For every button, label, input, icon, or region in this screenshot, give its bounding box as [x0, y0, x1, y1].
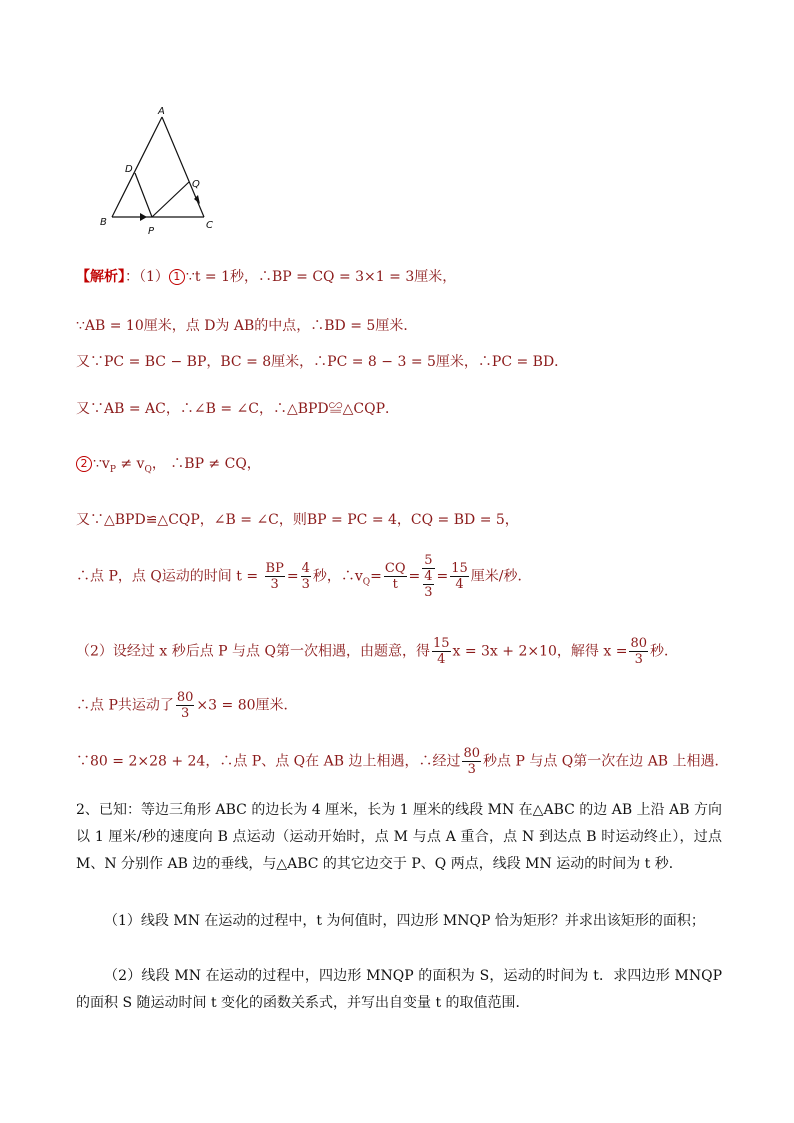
label-d: D	[125, 164, 133, 175]
fraction	[384, 561, 407, 592]
compound-fraction	[422, 553, 434, 600]
text: ∴点 P，点 Q运动的时间 t =	[76, 568, 259, 585]
fraction	[462, 746, 481, 777]
text: x = 3x + 2×10，解得 x =	[452, 643, 628, 660]
solution-line-3: 又∵PC = BC − BP，BC = 8厘米，∴PC = 8 − 3 = 5厘米，∴PC = BD．	[76, 354, 569, 370]
equals: =	[436, 568, 449, 585]
numerator: CQ	[384, 561, 406, 576]
text: 秒点 P 与点 Q第一次在边 AB 上相遇．	[483, 753, 729, 770]
fraction	[265, 561, 285, 592]
numerator: 15	[432, 636, 450, 651]
numerator: 80	[176, 690, 194, 705]
denominator: 3	[634, 652, 643, 667]
solution-line-10	[76, 746, 729, 777]
fraction	[432, 636, 451, 667]
label-a: A	[158, 106, 165, 117]
fraction	[450, 561, 469, 592]
equals: =	[370, 568, 382, 585]
solution-line-5	[76, 455, 261, 479]
arrow-right-icon	[140, 213, 147, 221]
denominator: 3	[301, 577, 310, 592]
denominator: 3	[424, 585, 433, 600]
analysis-tag: 【解析】	[76, 269, 125, 285]
numerator: 80	[463, 746, 480, 761]
denominator: 4	[437, 652, 446, 667]
solution-line-4: 又∵AB = AC，∴∠B = ∠C，∴△BPD≌△CQP．	[76, 401, 400, 417]
text: ∵t = 1秒，∴BP = CQ = 3×1 = 3厘米，	[185, 269, 457, 285]
subscript: P	[109, 464, 116, 475]
numerator: 5	[424, 553, 433, 568]
text: ， ∴BP ≠ CQ，	[151, 456, 261, 472]
label-b: B	[100, 217, 107, 228]
text: ∴点 P共运动了	[76, 697, 174, 714]
segment-pq	[152, 182, 189, 217]
label-p: P	[148, 226, 155, 237]
solution-line-9	[76, 690, 298, 721]
label-c: C	[206, 220, 213, 231]
solution-line-8	[76, 636, 678, 667]
text: 秒．	[650, 643, 678, 660]
text: 厘米/秒．	[470, 568, 532, 585]
denominator: 3	[181, 706, 190, 721]
denominator	[422, 569, 434, 600]
fraction	[176, 690, 195, 721]
problem-2-statement: 2、已知：等边三角形 ABC 的边长为 4 厘米，长为 1 厘米的线段 MN 在△ABC 的边 AB 上沿 AB 方向以 1 厘米/秒的速度向 B 点运动（运动开始时，点 M 与点 A 重合，点 N 到达点 B 时运动终止），过点 M、N 分别作 AB 边的垂线，与△ABC 的其它边交于 P、Q 两点，线段 MN 运动的时间为 t 秒．	[76, 802, 722, 872]
denominator: t	[392, 577, 398, 592]
fraction	[629, 636, 648, 667]
text: （2）设经过 x 秒后点 P 与点 Q第一次相遇，由题意，得	[76, 643, 430, 660]
numerator: 15	[451, 561, 468, 576]
fraction	[423, 569, 433, 600]
solution-line-7	[76, 553, 532, 600]
denominator: 3	[467, 762, 476, 777]
solution-line-6: 又∵△BPD≌△CQP，∠B = ∠C，则BP = PC = 4，CQ = BD = 5，	[76, 512, 519, 528]
text: ∵80 = 2×28 + 24，∴点 P、点 Q在 AB 边上相遇，∴经过	[76, 753, 461, 770]
numerator: 4	[301, 561, 310, 576]
segment-dp	[135, 173, 152, 217]
denominator: 4	[455, 577, 464, 592]
problem-2-question-2: （2）线段 MN 在运动的过程中，四边形 MNQP 的面积为 S，运动的时间为 t．求四边形 MNQP 的面积 S 随运动时间 t 变化的函数关系式，并写出自变量 t 的取值范围．	[76, 968, 722, 1011]
subscript: Q	[144, 464, 152, 475]
circle-number: 1	[169, 269, 185, 285]
part-label: ：（1）	[125, 269, 169, 285]
text: ≠ v	[115, 456, 145, 472]
side-ab	[112, 117, 162, 217]
solution-line-1	[76, 268, 456, 286]
equals: =	[408, 568, 421, 585]
numerator: BP	[265, 561, 284, 576]
numerator: 4	[424, 569, 433, 584]
equals: =	[286, 568, 299, 585]
numerator: 80	[630, 636, 647, 651]
fraction	[301, 561, 311, 592]
subscript: Q	[362, 577, 371, 588]
circle-number: 2	[76, 456, 92, 472]
text: 秒，∴v	[312, 568, 363, 585]
denominator: 3	[270, 577, 279, 592]
text: ×3 = 80厘米．	[196, 697, 298, 714]
label-q: Q	[192, 179, 200, 190]
solution-line-2: ∵AB = 10厘米，点 D为 AB的中点，∴BD = 5厘米．	[76, 318, 418, 334]
triangle-figure	[95, 100, 225, 240]
problem-2-question-1: （1）线段 MN 在运动的过程中，t 为何值时，四边形 MNQP 恰为矩形？并求出该矩形的面积；	[104, 913, 705, 929]
text: ∵v	[93, 456, 110, 472]
